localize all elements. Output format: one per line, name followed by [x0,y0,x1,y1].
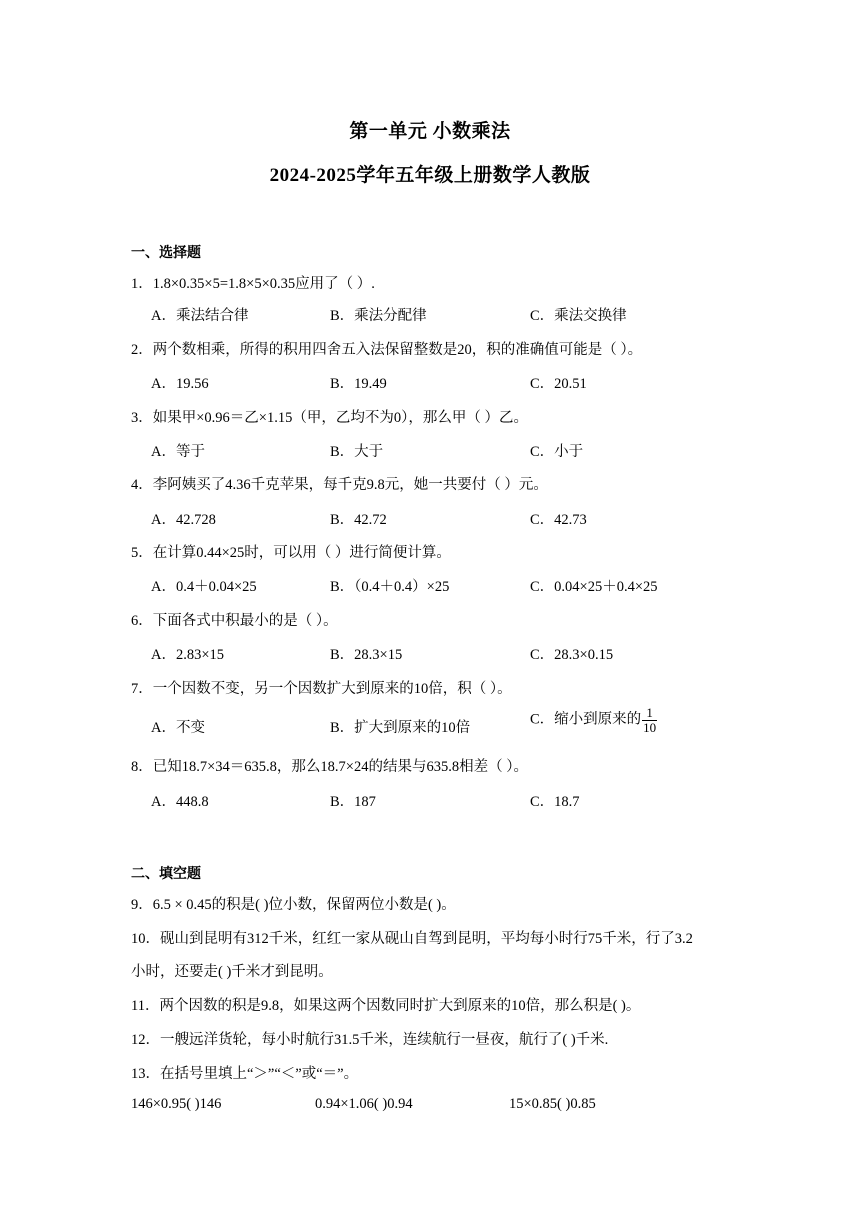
option-a: A．0.4＋0.04×25 [151,579,257,595]
fill-question-12: 12．一艘远洋货轮，每小时航行31.5千米，连续航行一昼夜，航行了( )千米. [131,1032,609,1048]
option-c: C．0.04×25＋0.4×25 [530,579,658,595]
fill-question-11: 11．两个因数的积是9.8，如果这两个因数同时扩大到原来的10倍，那么积是( )。 [131,998,641,1014]
option-c: C．18.7 [530,794,580,810]
option-b: B．大于 [330,444,384,460]
question-stem: 3．如果甲×0.96＝乙×1.15（甲，乙均不为0），那么甲（ ）乙。 [131,410,528,426]
option-c-text: C．缩小到原来的 [530,711,642,728]
question-stem: 2．两个数相乘，所得的积用四舍五入法保留整数是20，积的准确值可能是（ ）。 [131,342,643,358]
option-a: A．乘法结合律 [151,308,249,324]
question-stem: 7．一个因数不变，另一个因数扩大到原来的10倍，积（ ）。 [131,681,512,697]
option-b: B．42.72 [330,512,387,528]
fraction-denominator: 10 [643,719,657,735]
option-b: B．（0.4＋0.4）×25 [330,579,450,595]
fill-question-9: 9．6.5 × 0.45的积是( )位小数，保留两位小数是( )。 [131,897,456,913]
option-c: C．小于 [530,444,584,460]
fraction [642,706,657,734]
option-b: B．187 [330,794,376,810]
option-a: A．42.728 [151,512,216,528]
option-c: C．乘法交换律 [530,308,627,324]
comparison-item: 15×0.85( )0.85 [509,1096,596,1112]
section-heading-choice: 一、选择题 [131,246,201,261]
section-heading-fill: 二、填空题 [131,867,201,882]
question-stem: 8．已知18.7×34＝635.8，那么18.7×24的结果与635.8相差（ ）。 [131,759,528,775]
page-subtitle: 2024-2025学年五年级上册数学人教版 [269,165,591,186]
option-b: B．28.3×15 [330,647,403,663]
option-a: A．2.83×15 [151,647,225,663]
question-stem: 1．1.8×0.35×5=1.8×5×0.35应用了（ ）. [131,276,375,292]
option-b: B．扩大到原来的10倍 [330,720,471,736]
option-c [530,706,657,734]
comparison-item: 146×0.95( )146 [131,1096,222,1112]
fill-question-10: 10．砚山到昆明有312千米，红红一家从砚山自驾到昆明，平均每小时行75千米，行了3.2 [131,931,693,947]
option-c: C．28.3×0.15 [530,647,614,663]
option-a: A．19.56 [151,376,209,392]
fraction-numerator: 1 [642,706,657,721]
page-title: 第一单元 小数乘法 [349,121,511,142]
question-stem: 5．在计算0.44×25时，可以用（ ）进行简便计算。 [131,545,451,561]
option-a: A．等于 [151,444,205,460]
option-a: A．448.8 [151,794,209,810]
option-b: B．乘法分配律 [330,308,427,324]
fill-question-10-cont: 小时，还要走( )千米才到昆明。 [131,964,333,980]
fill-question-13: 13．在括号里填上“＞”“＜”或“＝”。 [131,1066,359,1082]
option-b: B．19.49 [330,376,387,392]
option-c: C．42.73 [530,512,587,528]
option-a: A．不变 [151,720,205,736]
question-stem: 4．李阿姨买了4.36千克苹果，每千克9.8元，她一共要付（ ）元。 [131,477,548,493]
option-c: C．20.51 [530,376,587,392]
comparison-item: 0.94×1.06( )0.94 [315,1096,413,1112]
question-stem: 6．下面各式中积最小的是（ ）。 [131,613,338,629]
